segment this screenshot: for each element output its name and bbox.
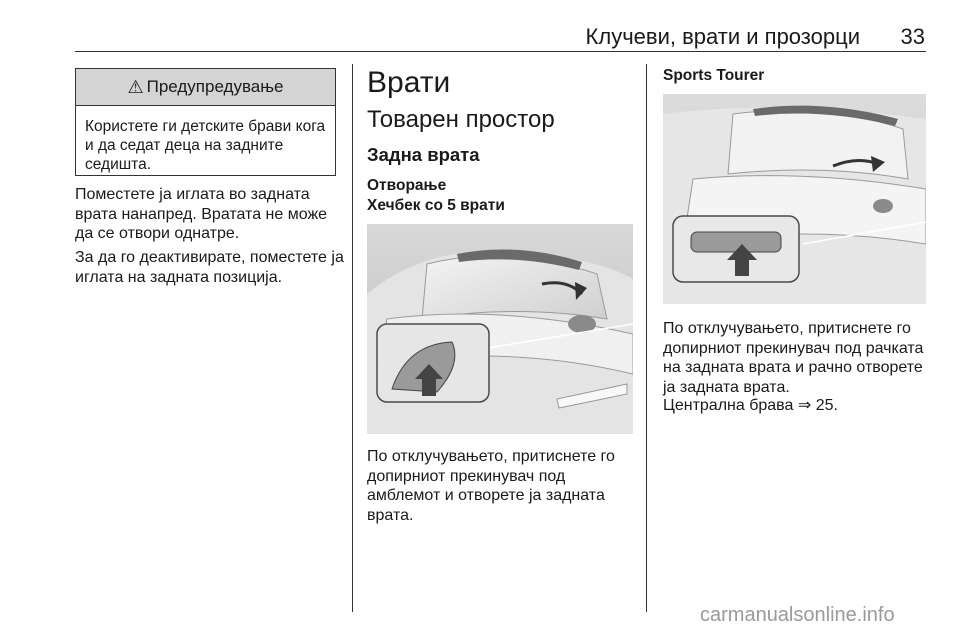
- heading-opening: Отворање: [367, 177, 447, 194]
- heading-sports-tourer: Sports Tourer: [663, 67, 765, 84]
- column-divider-right: [646, 64, 647, 612]
- hatchback-tailgate-illustration: [367, 224, 633, 434]
- child-lock-paragraph: Поместете ја иглата во задната врата нанапред. Вратата не може да се отвори однатре.: [75, 186, 328, 242]
- warning-box: [75, 68, 336, 176]
- central-lock-reference: Централна брава ⇒ 25.: [663, 397, 838, 414]
- warning-title: Предупредување: [146, 77, 284, 96]
- column-divider-left: [352, 64, 353, 612]
- watermark: carmanualsonline.info: [700, 604, 895, 626]
- deactivate-paragraph: За да го деактивирате, поместете ја иглата на задната позиција.: [75, 249, 344, 286]
- heading-hatchback: Хечбек со 5 врати: [367, 197, 505, 214]
- warning-triangle-icon: ⚠: [127, 76, 144, 97]
- sports-tourer-open-paragraph: По отклучувањето, притиснете го допирниот прекинувач под рачката на задната врата и рачно отворете ја задната врата.: [663, 320, 924, 396]
- warning-text: Користете ги детските брави кога и да седат деца на задните седишта.: [85, 118, 326, 173]
- warning-header: [76, 69, 335, 106]
- header-rule: [75, 51, 926, 52]
- sports-tourer-tailgate-illustration: [663, 94, 926, 304]
- subsubsection-title: Задна врата: [367, 144, 480, 165]
- running-header-title: Клучеви, врати и прозорци: [585, 24, 860, 49]
- subsection-title: Товарен простор: [367, 106, 555, 133]
- page-number: 33: [900, 24, 925, 49]
- section-title: Врати: [367, 66, 451, 99]
- hatchback-open-paragraph: По отклучувањето, притиснете го допирниот прекинувач под амблемот и отворете ја задната врата.: [367, 448, 615, 524]
